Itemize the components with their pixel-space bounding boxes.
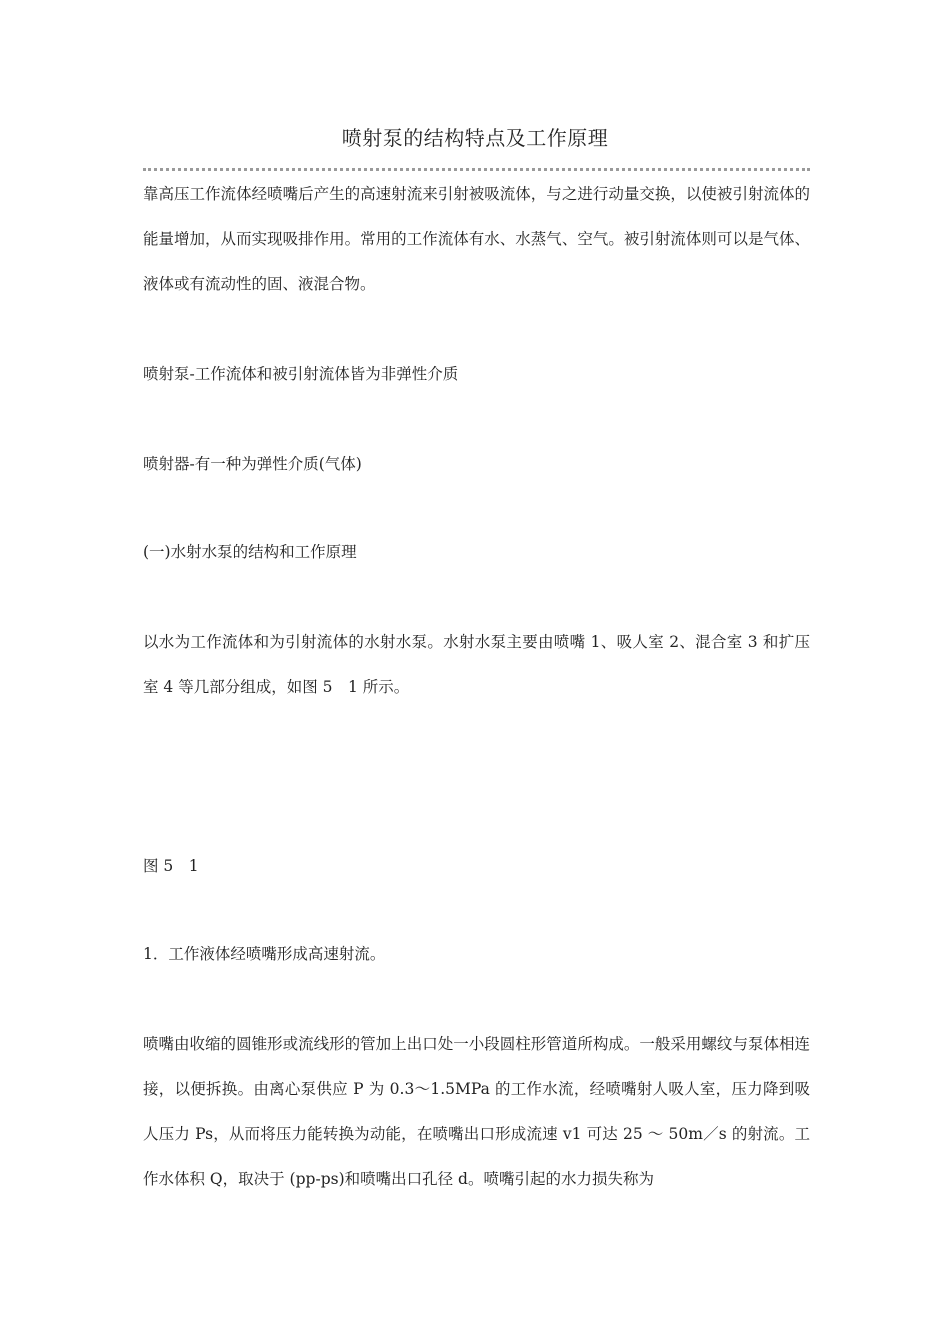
numbered-heading: 1．工作液体经喷嘴形成高速射流。	[143, 945, 386, 963]
paragraph-jet-pump-definition: 喷射泵-工作流体和被引射流体皆为非弹性介质	[143, 365, 459, 383]
paragraph-intro: 靠高压工作流体经喷嘴后产生的高速射流来引射被吸流体，与之进行动量交换，以使被引射流体的能量增加，从而实现吸排作用。常用的工作流体有水、水蒸气、空气。被引射流体则可以是气体、液体或有流动性的固、液混合物。	[143, 185, 810, 293]
section-heading: (一)水射水泵的结构和工作原理	[143, 543, 357, 561]
figure-caption: 图 5 1	[143, 857, 199, 875]
title-divider	[143, 168, 810, 171]
document-title: 喷射泵的结构特点及工作原理	[341, 126, 609, 150]
paragraph-structure: 以水为工作流体和为引射流体的水射水泵。水射水泵主要由喷嘴 1、吸人室 2、混合室 3 和扩压室 4 等几部分组成，如图 5 1 所示。	[143, 633, 810, 696]
paragraph-ejector-definition: 喷射器-有一种为弹性介质(气体)	[143, 455, 362, 473]
paragraph-nozzle: 喷嘴由收缩的圆锥形或流线形的管加上出口处一小段圆柱形管道所构成。一般采用螺纹与泵体相连接，以便拆换。由离心泵供应 P 为 0.3～1.5MPa 的工作水流，经喷嘴射人吸人室，压力降到吸人压力 Ps，从而将压力能转换为动能，在喷嘴出口形成流速 v1 可达 25 ～ 50m／s 的射流。工作水体积 Q，取决于 (pp-ps)和喷嘴出口孔径 d。喷嘴引起的水力损失称为	[143, 1035, 810, 1188]
